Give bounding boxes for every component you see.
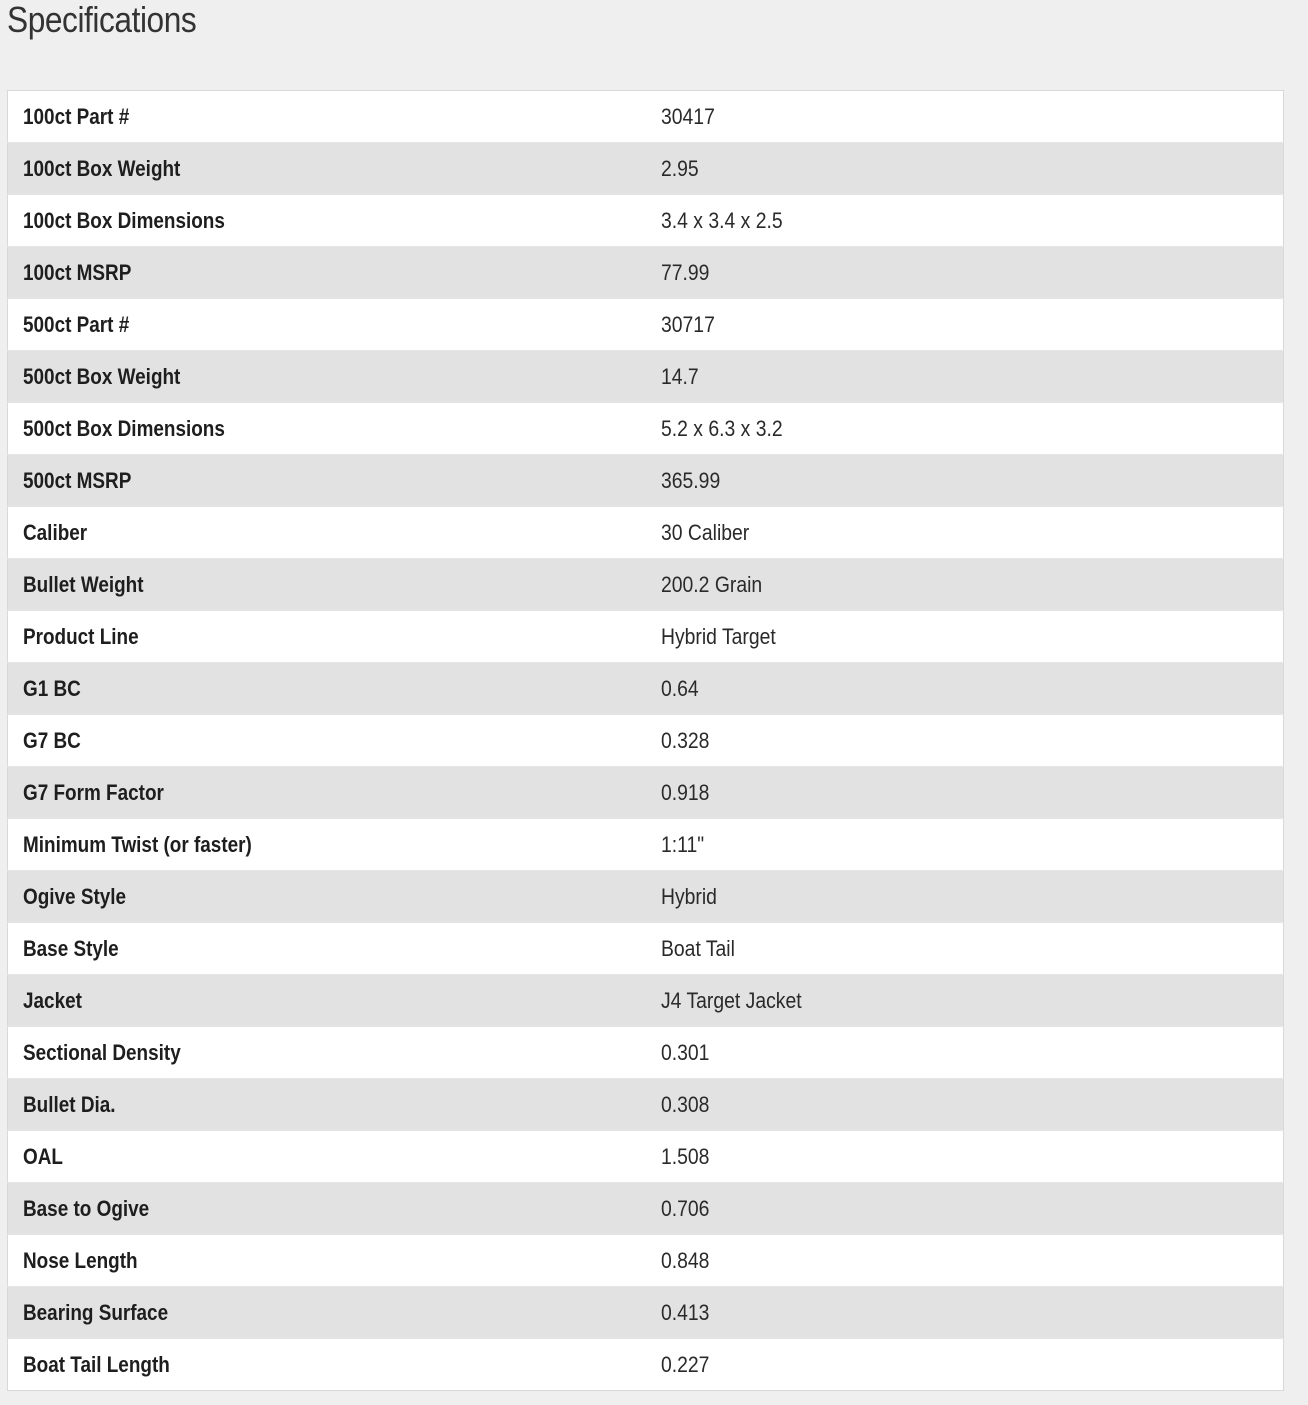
spec-value: Boat Tail xyxy=(661,923,1284,975)
spec-label: Boat Tail Length xyxy=(8,1339,662,1391)
spec-label: Base to Ogive xyxy=(8,1183,662,1235)
spec-label: G7 Form Factor xyxy=(8,767,662,819)
page-title: Specifications xyxy=(7,0,197,40)
table-row xyxy=(8,559,1284,611)
spec-value: 0.918 xyxy=(661,767,1284,819)
table-row xyxy=(8,819,1284,871)
spec-label: Base Style xyxy=(8,923,662,975)
spec-label: 500ct Box Weight xyxy=(8,351,662,403)
spec-label: G1 BC xyxy=(8,663,662,715)
spec-value: 0.227 xyxy=(661,1339,1284,1391)
spec-label: Bearing Surface xyxy=(8,1287,662,1339)
table-row xyxy=(8,351,1284,403)
table-row xyxy=(8,143,1284,195)
spec-label: OAL xyxy=(8,1131,662,1183)
spec-label: Ogive Style xyxy=(8,871,662,923)
spec-value: 30717 xyxy=(661,299,1284,351)
spec-label: 100ct MSRP xyxy=(8,247,662,299)
spec-value: 200.2 Grain xyxy=(661,559,1284,611)
table-row xyxy=(8,871,1284,923)
spec-label: Jacket xyxy=(8,975,662,1027)
spec-value: 30 Caliber xyxy=(661,507,1284,559)
spec-value: 0.328 xyxy=(661,715,1284,767)
table-row xyxy=(8,1339,1284,1391)
specifications-table xyxy=(7,90,1284,1391)
spec-label: Product Line xyxy=(8,611,662,663)
table-row xyxy=(8,1287,1284,1339)
spec-value: 1:11" xyxy=(661,819,1284,871)
spec-value: 365.99 xyxy=(661,455,1284,507)
spec-value: 2.95 xyxy=(661,143,1284,195)
spec-value: 30417 xyxy=(661,103,715,129)
table-row xyxy=(8,767,1284,819)
spec-value: Hybrid Target xyxy=(661,611,1284,663)
spec-label: Bullet Dia. xyxy=(8,1079,662,1131)
table-row xyxy=(8,507,1284,559)
table-row xyxy=(8,195,1284,247)
spec-value: 0.413 xyxy=(661,1287,1284,1339)
spec-value: 0.308 xyxy=(661,1079,1284,1131)
spec-label: 500ct Box Dimensions xyxy=(8,403,662,455)
table-row xyxy=(8,299,1284,351)
table-row xyxy=(8,611,1284,663)
spec-label: Nose Length xyxy=(8,1235,662,1287)
spec-value: 5.2 x 6.3 x 3.2 xyxy=(661,403,1284,455)
spec-value: 0.64 xyxy=(661,663,1284,715)
spec-value: 3.4 x 3.4 x 2.5 xyxy=(661,195,1284,247)
spec-label: 500ct MSRP xyxy=(8,455,662,507)
spec-value: 14.7 xyxy=(661,351,1284,403)
table-row xyxy=(8,715,1284,767)
spec-value: 77.99 xyxy=(661,247,1284,299)
specifications-table-body xyxy=(8,91,1284,1391)
spec-value: J4 Target Jacket xyxy=(661,975,1284,1027)
spec-label: 100ct Box Dimensions xyxy=(8,195,662,247)
spec-label: Caliber xyxy=(8,507,662,559)
table-row xyxy=(8,1079,1284,1131)
table-row xyxy=(8,975,1284,1027)
table-row xyxy=(8,403,1284,455)
spec-label: G7 BC xyxy=(8,715,662,767)
table-row xyxy=(8,1131,1284,1183)
spec-value: 0.848 xyxy=(661,1235,1284,1287)
spec-label: Bullet Weight xyxy=(8,559,662,611)
table-row xyxy=(8,455,1284,507)
table-row xyxy=(8,1183,1284,1235)
spec-label: 100ct Box Weight xyxy=(8,143,662,195)
spec-label: Minimum Twist (or faster) xyxy=(8,819,662,871)
table-row xyxy=(8,91,1284,143)
table-row xyxy=(8,1027,1284,1079)
table-row xyxy=(8,247,1284,299)
spec-value: 0.706 xyxy=(661,1183,1284,1235)
table-row xyxy=(8,1235,1284,1287)
spec-value: 0.301 xyxy=(661,1027,1284,1079)
spec-label: 100ct Part # xyxy=(23,103,130,129)
spec-label: Sectional Density xyxy=(8,1027,662,1079)
spec-value: Hybrid xyxy=(661,871,1284,923)
table-row xyxy=(8,663,1284,715)
spec-label: 500ct Part # xyxy=(8,299,662,351)
spec-value: 1.508 xyxy=(661,1131,1284,1183)
table-row xyxy=(8,923,1284,975)
